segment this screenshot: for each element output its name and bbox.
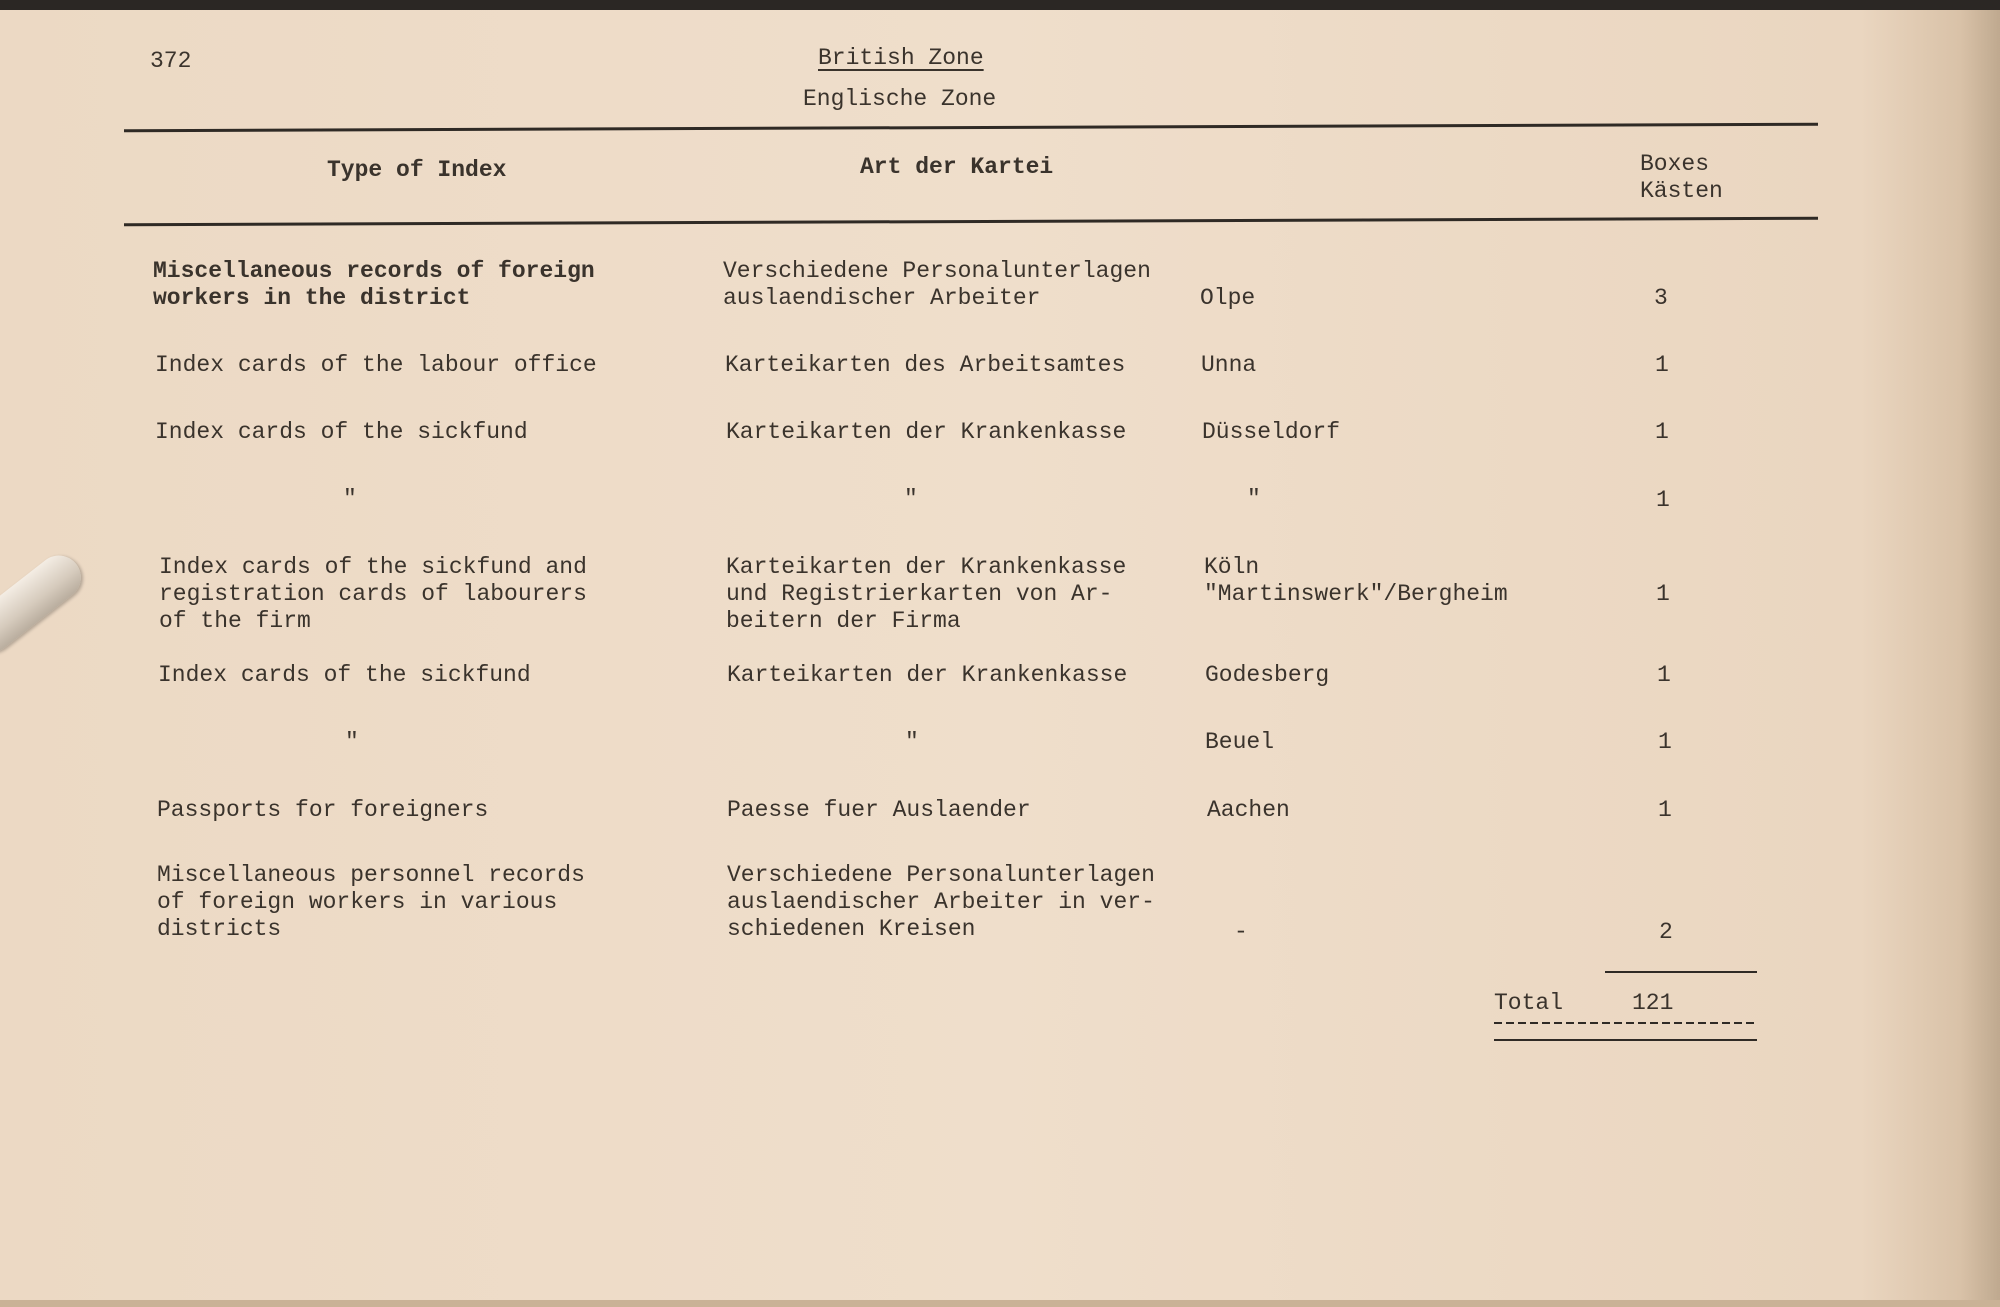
page-subtitle: Englische Zone	[803, 86, 997, 112]
total-value: 121	[1632, 990, 1674, 1016]
page-title: British Zone	[818, 45, 984, 71]
column-header-boxes-de: Kästen	[1640, 178, 1723, 204]
column-header-type-en: Type of Index	[327, 157, 507, 183]
row-5-place: Köln "Martinswerk"/Bergheim	[1204, 554, 1508, 607]
page-number: 372	[150, 48, 192, 74]
row-9-boxes: 2	[1659, 919, 1673, 945]
row-6-type-de: Karteikarten der Krankenkasse	[727, 662, 1128, 688]
row-5-boxes: 1	[1656, 581, 1670, 607]
row-8-place: Aachen	[1207, 797, 1290, 823]
row-5-type-en: Index cards of the sickfund and registration cards of labourers of the firm	[159, 554, 587, 634]
row-1-place: Olpe	[1200, 285, 1256, 311]
row-9-place: -	[1234, 919, 1248, 945]
header-bottom-rule	[124, 217, 1818, 227]
row-6-type-en: Index cards of the sickfund	[158, 662, 531, 688]
row-9-type-de: Verschiedene Personalunterlagen auslaendischer Arbeiter in ver- schiedenen Kreisen	[727, 862, 1155, 942]
column-header-type-de: Art der Kartei	[860, 154, 1054, 180]
row-7-boxes: 1	[1658, 729, 1672, 755]
total-sum-rule	[1605, 971, 1757, 973]
column-header-boxes-en: Boxes	[1640, 151, 1710, 177]
row-7-place: Beuel	[1205, 729, 1275, 755]
paper-clip	[0, 547, 90, 662]
row-4-place-ditto: "	[1247, 486, 1261, 512]
row-7-type-de-ditto: "	[905, 729, 919, 755]
total-dashed-rule	[1494, 1022, 1757, 1024]
row-7-type-en-ditto: "	[345, 729, 359, 755]
row-3-boxes: 1	[1655, 419, 1669, 445]
row-1-type-en: Miscellaneous records of foreign workers in the district	[153, 258, 595, 311]
row-2-type-de: Karteikarten des Arbeitsamtes	[725, 352, 1126, 378]
row-3-type-en: Index cards of the sickfund	[155, 419, 528, 445]
row-5-type-de: Karteikarten der Krankenkasse und Registrierkarten von Ar- beitern der Firma	[726, 554, 1127, 634]
row-2-boxes: 1	[1655, 352, 1669, 378]
row-8-type-de: Paesse fuer Auslaender	[727, 797, 1031, 823]
header-top-rule	[124, 123, 1818, 133]
row-8-boxes: 1	[1658, 797, 1672, 823]
row-8-type-en: Passports for foreigners	[157, 797, 489, 823]
row-4-type-de-ditto: "	[904, 486, 918, 512]
row-6-place: Godesberg	[1205, 662, 1330, 688]
row-4-type-en-ditto: "	[343, 486, 357, 512]
row-4-boxes: 1	[1656, 487, 1670, 513]
row-6-boxes: 1	[1657, 662, 1671, 688]
row-9-type-en: Miscellaneous personnel records of foreign workers in various districts	[157, 862, 585, 942]
scan-top-edge	[0, 0, 2000, 10]
scan-bottom-edge	[0, 1300, 2000, 1307]
row-1-boxes: 3	[1654, 285, 1668, 311]
total-double-rule	[1494, 1039, 1757, 1041]
row-3-type-de: Karteikarten der Krankenkasse	[726, 419, 1127, 445]
total-label: Total	[1494, 990, 1564, 1016]
row-3-place: Düsseldorf	[1202, 419, 1341, 445]
row-2-type-en: Index cards of the labour office	[155, 352, 597, 378]
row-1-type-de: Verschiedene Personalunterlagen auslaendischer Arbeiter	[723, 258, 1151, 311]
row-2-place: Unna	[1201, 352, 1257, 378]
